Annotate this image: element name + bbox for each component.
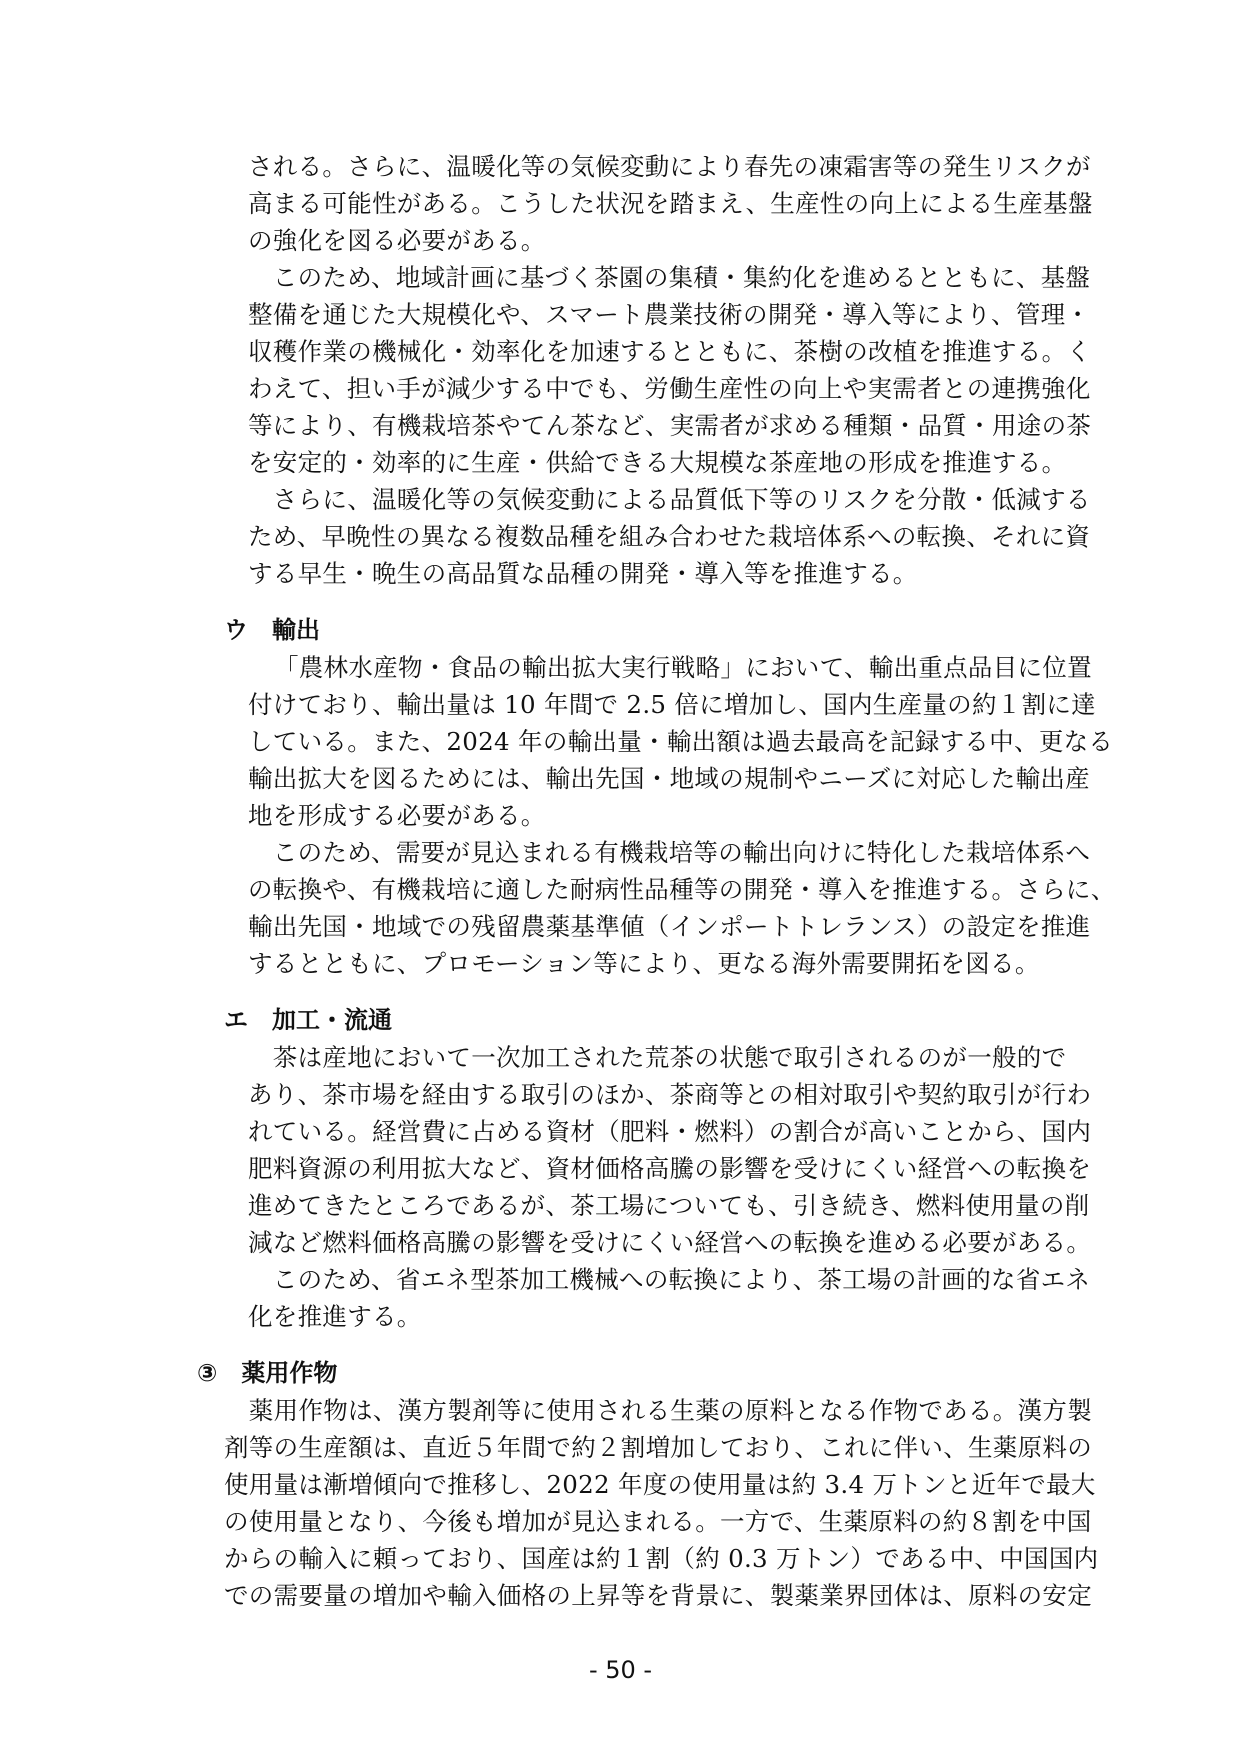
body-text-line: 等により、有機栽培茶やてん茶など、実需者が求める種類・品質・用途の茶 (248, 411, 1092, 440)
body-text-line: 輸出先国・地域での残留農薬基準値（インポートトレランス）の設定を推進 (248, 912, 1091, 941)
body-text-line: このため、需要が見込まれる有機栽培等の輸出向けに特化した栽培体系へ (248, 838, 1091, 867)
body-text-line: の転換や、有機栽培に適した耐病性品種等の開発・導入を推進する。さらに、 (248, 875, 1116, 904)
body-text-line: 肥料資源の利用拡大など、資材価格高騰の影響を受けにくい経営への転換を (248, 1154, 1092, 1183)
body-text-line: 使用量は漸増傾向で推移し、2022 年度の使用量は約 3.4 万トンと近年で最大 (224, 1470, 1096, 1499)
body-text-line: 減など燃料価格高騰の影響を受けにくい経営への転換を進める必要がある。 (248, 1228, 1092, 1257)
body-text-line: 付けており、輸出量は 10 年間で 2.5 倍に増加し、国内生産量の約１割に達 (248, 690, 1096, 719)
body-text-line: さらに、温暖化等の気候変動による品質低下等のリスクを分散・低減する (248, 485, 1091, 514)
section-heading-processing: エ 加工・流通 (224, 1006, 392, 1034)
body-text-line: このため、地域計画に基づく茶園の集積・集約化を進めるとともに、基盤 (248, 263, 1091, 292)
body-text-line: される。さらに、温暖化等の気候変動により春先の凍霜害等の発生リスクが (248, 152, 1091, 181)
body-text-line: する早生・晩生の高品質な品種の開発・導入等を推進する。 (248, 559, 918, 588)
body-text-line: 地を形成する必要がある。 (248, 801, 546, 830)
body-text-line: わえて、担い手が減少する中でも、労働生産性の向上や実需者との連携強化 (248, 374, 1091, 403)
body-text-line: あり、茶市場を経由する取引のほか、茶商等との相対取引や契約取引が行わ (248, 1080, 1092, 1109)
body-text-line: 化を推進する。 (248, 1302, 422, 1331)
section-heading-medicinal: ③ 薬用作物 (197, 1359, 338, 1387)
body-text-line: 収穫作業の機械化・効率化を加速するとともに、茶樹の改植を推進する。く (248, 337, 1092, 366)
body-text-line: している。また、2024 年の輸出量・輸出額は過去最高を記録する中、更なる (248, 727, 1114, 756)
body-text-line: 輸出拡大を図るためには、輸出先国・地域の規制やニーズに対応した輸出産 (248, 764, 1090, 793)
body-text-line: 剤等の生産額は、直近５年間で約２割増加しており、これに伴い、生薬原料の (224, 1433, 1092, 1462)
body-text-line: れている。経営費に占める資材（肥料・燃料）の割合が高いことから、国内 (248, 1117, 1092, 1146)
body-text-line: 進めてきたところであるが、茶工場についても、引き続き、燃料使用量の削 (248, 1191, 1090, 1220)
body-text-line: ため、早晩性の異なる複数品種を組み合わせた栽培体系への転換、それに資 (248, 522, 1091, 551)
body-text-line: 茶は産地において一次加工された荒茶の状態で取引されるのが一般的で (248, 1043, 1067, 1072)
body-text-line: の使用量となり、今後も増加が見込まれる。一方で、生薬原料の約８割を中国 (224, 1507, 1092, 1536)
body-text-line: するとともに、プロモーション等により、更なる海外需要開拓を図る。 (248, 949, 1040, 978)
body-text-line: の強化を図る必要がある。 (248, 226, 546, 255)
section-heading-export: ウ 輸出 (224, 616, 320, 644)
body-text-line: このため、省エネ型茶加工機械への転換により、茶工場の計画的な省エネ (248, 1265, 1091, 1294)
body-text-line: からの輸入に頼っており、国産は約１割（約 0.3 万トン）である中、中国国内 (224, 1544, 1099, 1573)
body-text-line: 整備を通じた大規模化や、スマート農業技術の開発・導入等により、管理・ (248, 300, 1091, 329)
body-text-line: 高まる可能性がある。こうした状況を踏まえ、生産性の向上による生産基盤 (248, 189, 1093, 218)
body-text-line: での需要量の増加や輸入価格の上昇等を背景に、製薬業界団体は、原料の安定 (224, 1581, 1092, 1610)
body-text-line: を安定的・効率的に生産・供給できる大規模な茶産地の形成を推進する。 (248, 448, 1067, 477)
body-text-line: 薬用作物は、漢方製剤等に使用される生薬の原料となる作物である。漢方製 (224, 1396, 1092, 1425)
page-number: - 50 - (588, 1656, 653, 1684)
body-text-line: 「農林水産物・食品の輸出拡大実行戦略」において、輸出重点品目に位置 (274, 653, 1092, 682)
